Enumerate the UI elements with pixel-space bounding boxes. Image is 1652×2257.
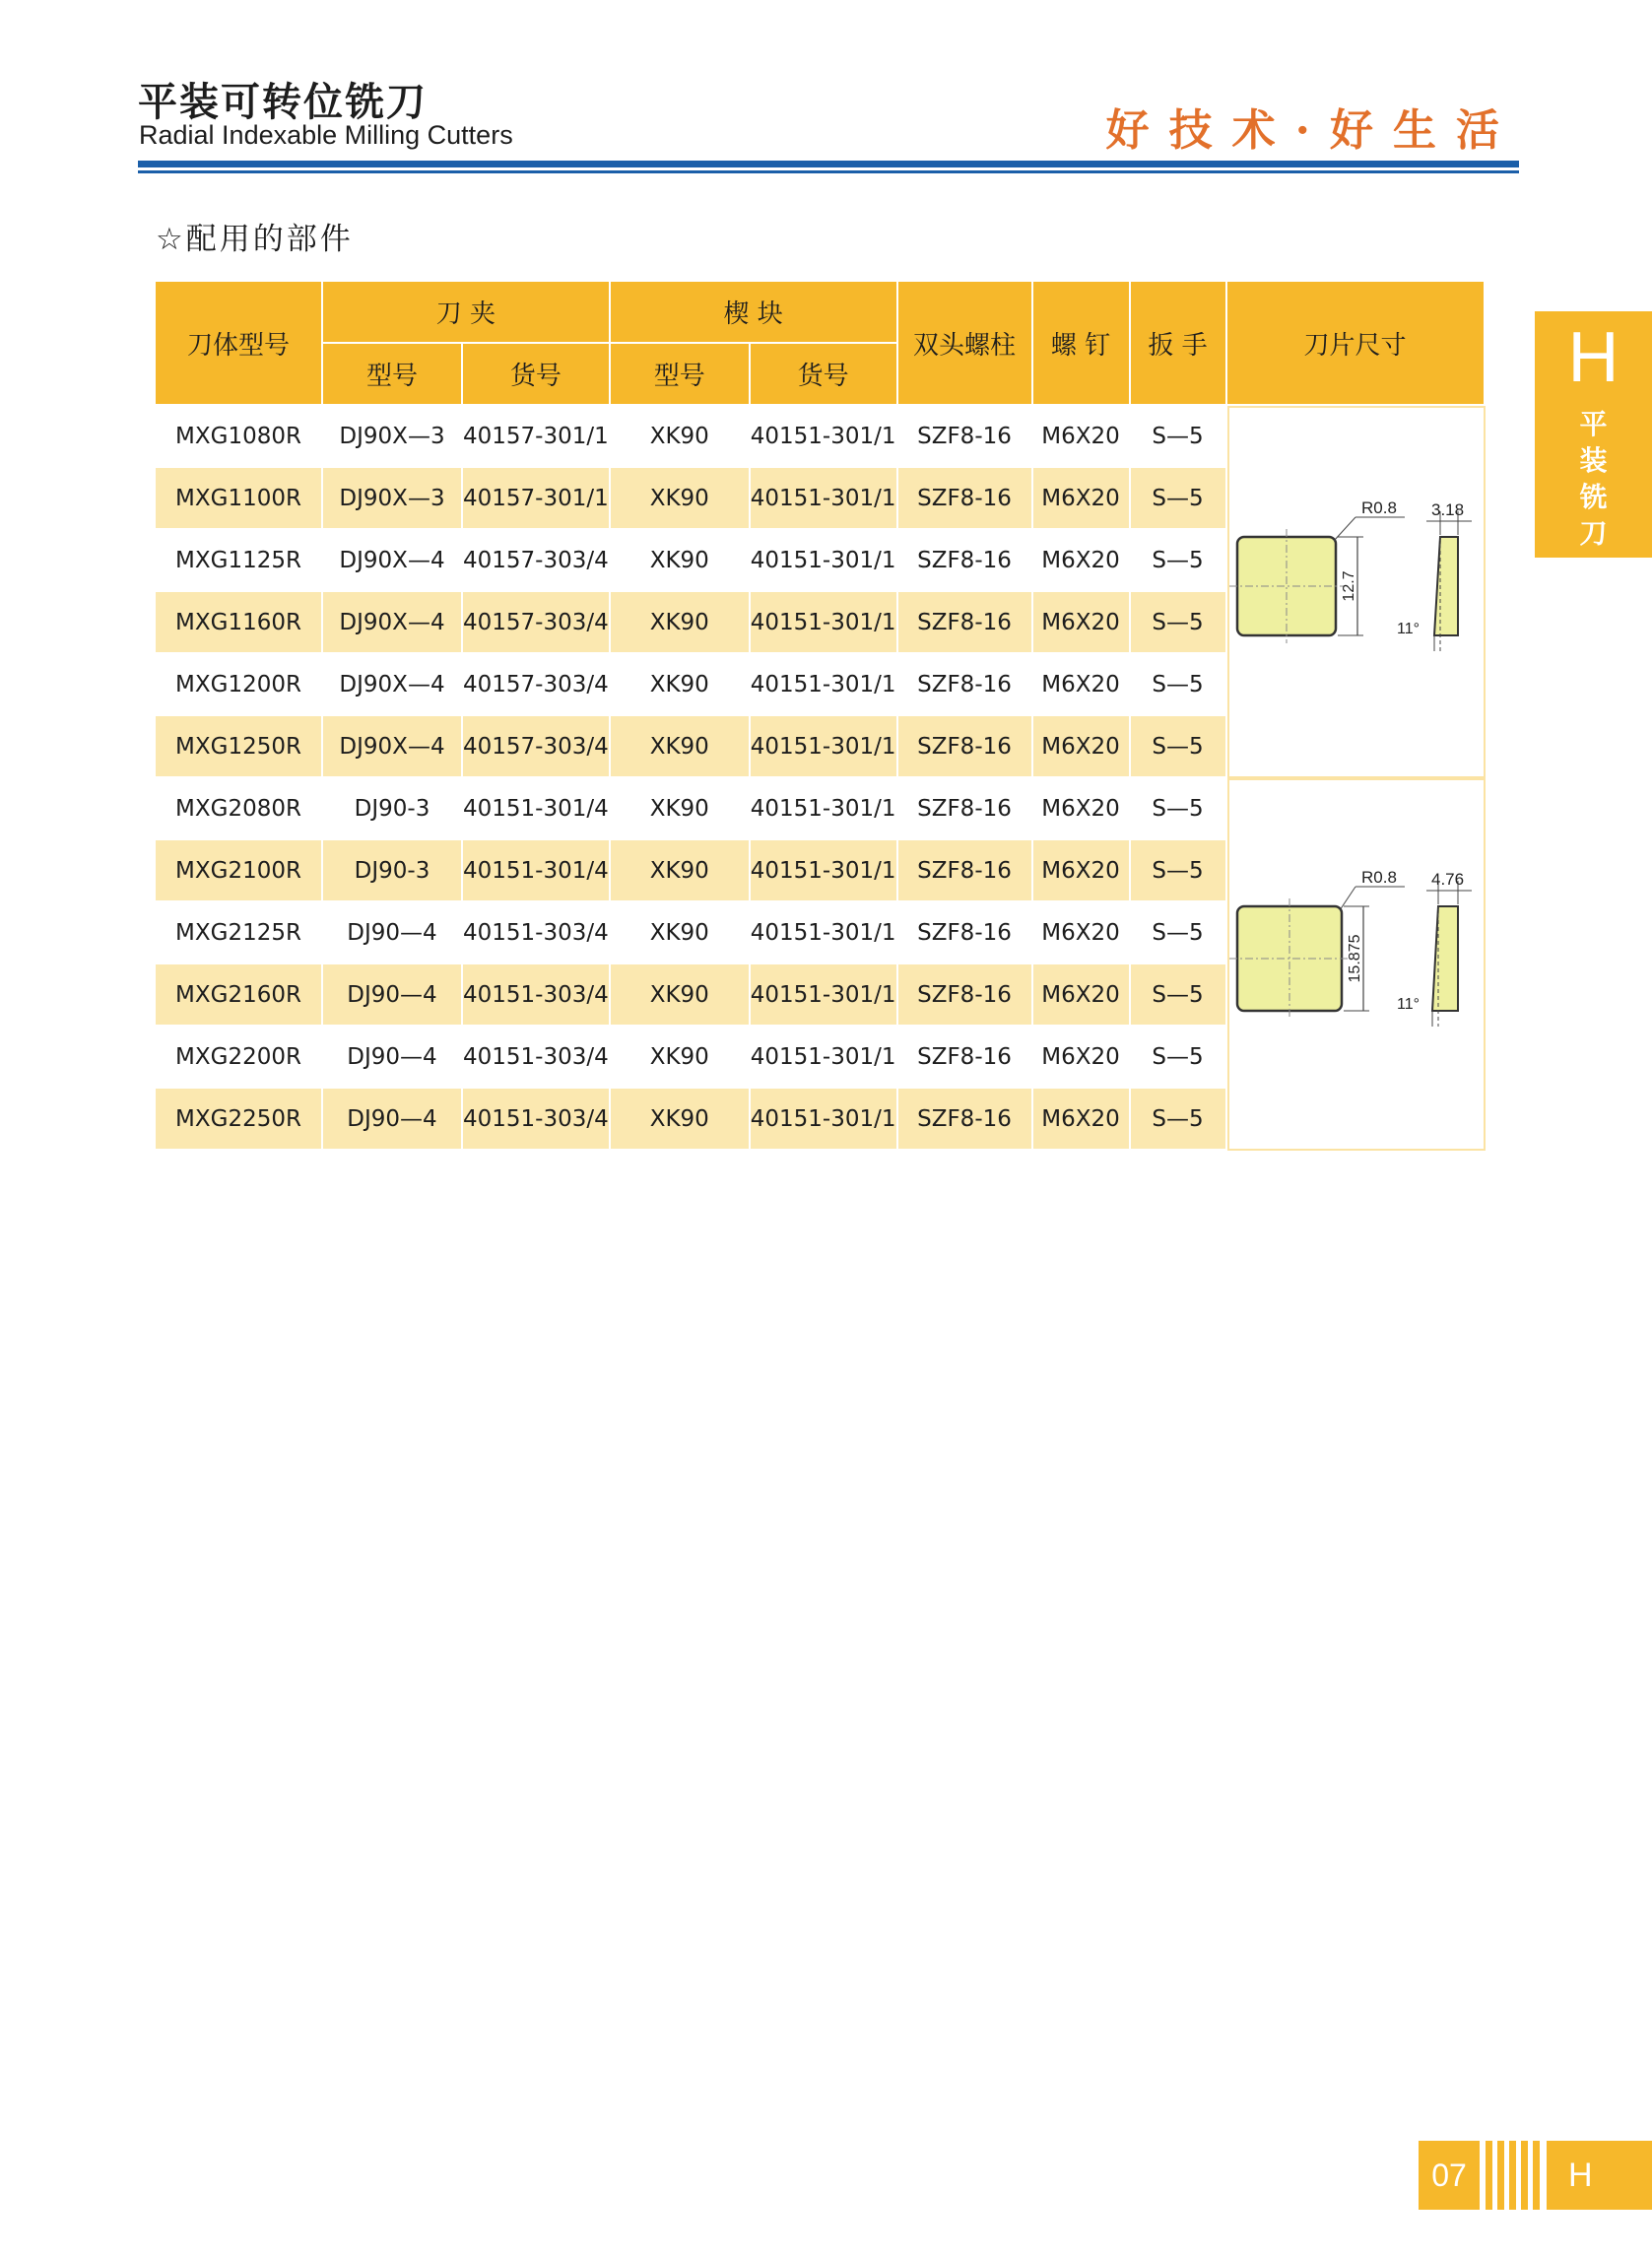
cell-body-model: MXG1160R: [156, 592, 323, 654]
insert-thickness-label: 3.18: [1430, 500, 1464, 519]
cell-wrench: S—5: [1131, 530, 1227, 592]
section-tab-char: 装: [1579, 444, 1608, 477]
header-body-model: 刀体型号: [156, 282, 323, 406]
cell-wedge-item: 40151-301/1: [751, 1089, 898, 1151]
cell-holder-model: DJ90X—3: [323, 468, 463, 530]
cell-wrench: S—5: [1131, 716, 1227, 778]
cell-holder-item: 40151-303/4: [463, 1089, 611, 1151]
header-wedge-item: 货号: [751, 344, 898, 406]
cell-holder-model: DJ90X—3: [323, 406, 463, 468]
section-tab: [1535, 311, 1652, 558]
cell-holder-item: 40157-303/4: [463, 716, 611, 778]
cell-stud: SZF8-16: [898, 654, 1033, 716]
insert-diagram: [1229, 848, 1484, 1075]
cell-screw: M6X20: [1033, 406, 1131, 468]
footer-section-letter: H: [1547, 2141, 1652, 2210]
cell-wedge-model: XK90: [611, 592, 751, 654]
cell-body-model: MXG2250R: [156, 1089, 323, 1151]
section-tab-text: [1535, 406, 1652, 552]
cell-screw: M6X20: [1033, 468, 1131, 530]
table-row: [156, 778, 1486, 840]
cell-wrench: S—5: [1131, 468, 1227, 530]
page-number: 07: [1419, 2141, 1480, 2210]
header-wedge: 楔 块: [611, 282, 898, 344]
page-subtitle: Radial Indexable Milling Cutters: [139, 120, 513, 150]
cell-screw: M6X20: [1033, 530, 1131, 592]
cell-holder-model: DJ90X—4: [323, 654, 463, 716]
table-row: [156, 406, 1486, 468]
insert-side-view: [1434, 537, 1458, 635]
cell-holder-model: DJ90—4: [323, 1027, 463, 1089]
cell-stud: SZF8-16: [898, 592, 1033, 654]
page-title: 平装可转位铣刀: [138, 80, 428, 125]
header-screw: 螺 钉: [1033, 282, 1131, 406]
cell-screw: M6X20: [1033, 1089, 1131, 1151]
cell-stud: SZF8-16: [898, 468, 1033, 530]
header-holder-model: 型号: [323, 344, 463, 406]
section-tab-char: 刀: [1579, 517, 1608, 550]
cell-body-model: MXG1250R: [156, 716, 323, 778]
cell-holder-item: 40157-303/4: [463, 530, 611, 592]
cell-wedge-model: XK90: [611, 778, 751, 840]
cell-wedge-model: XK90: [611, 406, 751, 468]
header-wedge-model: 型号: [611, 344, 751, 406]
cell-wedge-model: XK90: [611, 840, 751, 902]
insert-thickness-label: 4.76: [1430, 870, 1464, 889]
cell-wedge-item: 40151-301/1: [751, 716, 898, 778]
cell-holder-item: 40157-301/1: [463, 406, 611, 468]
header-stud: 双头螺柱: [898, 282, 1033, 406]
cell-wedge-item: 40151-301/1: [751, 902, 898, 964]
header-rule-thin: [138, 170, 1519, 173]
cell-holder-model: DJ90-3: [323, 778, 463, 840]
cell-screw: M6X20: [1033, 902, 1131, 964]
insert-diagram: [1229, 476, 1484, 702]
cell-body-model: MXG2080R: [156, 778, 323, 840]
cell-wedge-item: 40151-301/1: [751, 406, 898, 468]
cell-stud: SZF8-16: [898, 1027, 1033, 1089]
cell-wedge-item: 40151-301/1: [751, 592, 898, 654]
cell-screw: M6X20: [1033, 654, 1131, 716]
footer-bars: [1484, 2141, 1543, 2210]
cell-stud: SZF8-16: [898, 778, 1033, 840]
insert-radius-label: R0.8: [1360, 498, 1397, 517]
cell-wrench: S—5: [1131, 964, 1227, 1027]
cell-body-model: MXG1080R: [156, 406, 323, 468]
cell-screw: M6X20: [1033, 778, 1131, 840]
cell-stud: SZF8-16: [898, 406, 1033, 468]
header-rule-thick: [138, 161, 1519, 167]
cell-wedge-item: 40151-301/1: [751, 1027, 898, 1089]
cell-body-model: MXG2100R: [156, 840, 323, 902]
cell-holder-item: 40157-301/1: [463, 468, 611, 530]
cell-wrench: S—5: [1131, 654, 1227, 716]
cell-holder-model: DJ90—4: [323, 902, 463, 964]
cell-body-model: MXG1200R: [156, 654, 323, 716]
cell-wedge-model: XK90: [611, 1027, 751, 1089]
cell-screw: M6X20: [1033, 1027, 1131, 1089]
cell-holder-model: DJ90—4: [323, 1089, 463, 1151]
cell-holder-model: DJ90X—4: [323, 530, 463, 592]
insert-angle-label: 11°: [1396, 996, 1420, 1013]
cell-holder-model: DJ90—4: [323, 964, 463, 1027]
cell-wedge-model: XK90: [611, 902, 751, 964]
cell-body-model: MXG2160R: [156, 964, 323, 1027]
cell-wedge-model: XK90: [611, 530, 751, 592]
cell-wedge-model: XK90: [611, 1089, 751, 1151]
cell-wedge-model: XK90: [611, 654, 751, 716]
cell-holder-item: 40151-303/4: [463, 1027, 611, 1089]
cell-holder-item: 40151-303/4: [463, 964, 611, 1027]
cell-wrench: S—5: [1131, 1089, 1227, 1151]
cell-wrench: S—5: [1131, 840, 1227, 902]
cell-wedge-model: XK90: [611, 468, 751, 530]
section-title: ☆配用的部件: [156, 222, 354, 257]
cell-holder-model: DJ90-3: [323, 840, 463, 902]
insert-radius-label: R0.8: [1360, 868, 1397, 887]
header-holder-item: 货号: [463, 344, 611, 406]
cell-holder-model: DJ90X—4: [323, 716, 463, 778]
cell-wrench: S—5: [1131, 1027, 1227, 1089]
cell-screw: M6X20: [1033, 592, 1131, 654]
insert-angle-label: 11°: [1396, 621, 1420, 637]
cell-stud: SZF8-16: [898, 964, 1033, 1027]
insert-side-label: 15.875: [1346, 934, 1363, 983]
parts-table-body: [156, 406, 1486, 1151]
section-tab-letter: H: [1567, 318, 1619, 397]
cell-holder-model: DJ90X—4: [323, 592, 463, 654]
cell-wrench: S—5: [1131, 902, 1227, 964]
cell-wedge-item: 40151-301/1: [751, 468, 898, 530]
parts-table: [156, 282, 1486, 1151]
cell-wrench: S—5: [1131, 778, 1227, 840]
insert-diagram-cell: [1227, 406, 1486, 778]
section-tab-char: 平: [1579, 408, 1608, 440]
cell-wedge-item: 40151-301/1: [751, 778, 898, 840]
header-wrench: 扳 手: [1131, 282, 1227, 406]
cell-stud: SZF8-16: [898, 840, 1033, 902]
cell-wedge-item: 40151-301/1: [751, 530, 898, 592]
cell-screw: M6X20: [1033, 840, 1131, 902]
cell-holder-item: 40157-303/4: [463, 592, 611, 654]
cell-wedge-model: XK90: [611, 964, 751, 1027]
cell-wedge-item: 40151-301/1: [751, 964, 898, 1027]
cell-holder-item: 40151-303/4: [463, 902, 611, 964]
cell-body-model: MXG2125R: [156, 902, 323, 964]
header-holder: 刀 夹: [323, 282, 611, 344]
cell-wedge-model: XK90: [611, 716, 751, 778]
cell-wrench: S—5: [1131, 592, 1227, 654]
insert-diagram-cell: [1227, 778, 1486, 1151]
cell-body-model: MXG1100R: [156, 468, 323, 530]
section-tab-char: 铣: [1579, 481, 1608, 513]
parts-table-wrapper: [156, 282, 1486, 1151]
cell-screw: M6X20: [1033, 716, 1131, 778]
cell-wedge-item: 40151-301/1: [751, 840, 898, 902]
insert-side-label: 12.7: [1340, 570, 1357, 602]
cell-wrench: S—5: [1131, 406, 1227, 468]
cell-holder-item: 40157-303/4: [463, 654, 611, 716]
cell-body-model: MXG2200R: [156, 1027, 323, 1089]
cell-stud: SZF8-16: [898, 716, 1033, 778]
cell-stud: SZF8-16: [898, 902, 1033, 964]
cell-wedge-item: 40151-301/1: [751, 654, 898, 716]
cell-holder-item: 40151-301/4: [463, 778, 611, 840]
cell-stud: SZF8-16: [898, 530, 1033, 592]
insert-side-view: [1432, 906, 1458, 1011]
cell-stud: SZF8-16: [898, 1089, 1033, 1151]
cell-screw: M6X20: [1033, 964, 1131, 1027]
header-insert-size: 刀片尺寸: [1227, 282, 1486, 406]
cell-holder-item: 40151-301/4: [463, 840, 611, 902]
cell-body-model: MXG1125R: [156, 530, 323, 592]
slogan: 好技术·好生活: [1105, 105, 1519, 156]
